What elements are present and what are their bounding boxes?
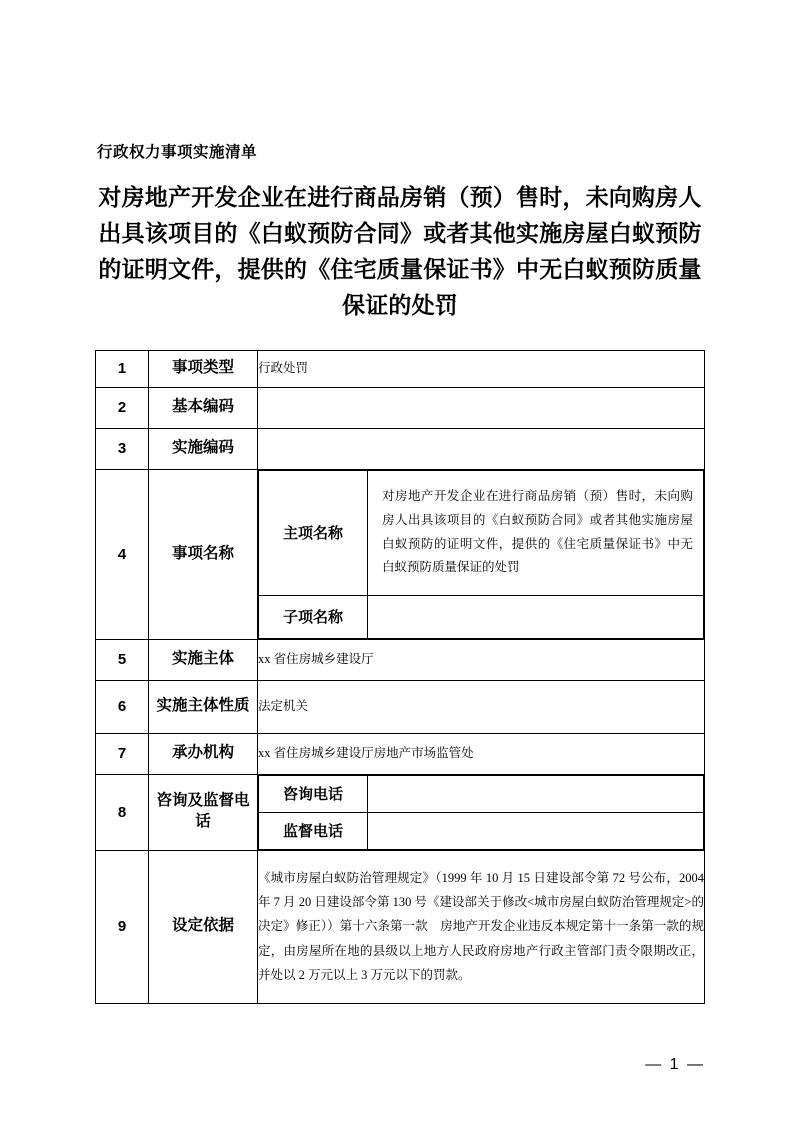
row-number: 2 xyxy=(96,387,149,428)
row-subtable-cell xyxy=(258,469,705,639)
row-value xyxy=(258,428,705,469)
row-value: 行政处罚 xyxy=(258,350,705,387)
row-number: 7 xyxy=(96,733,149,774)
row-number: 6 xyxy=(96,680,149,733)
row-number: 5 xyxy=(96,639,149,680)
row-value xyxy=(258,387,705,428)
subtable-row xyxy=(259,775,704,812)
sub-row-value: 对房地产开发企业在进行商品房销（预）售时，未向购房人出具该项目的《白蚁预防合同》或者其他实施房屋白蚁预防的证明文件，提供的《住宅质量保证书》中无白蚁预防质量保证的处罚 xyxy=(368,470,704,595)
document-header: 行政权力事项实施清单 xyxy=(97,144,258,161)
table-row xyxy=(96,850,705,1003)
sub-row-label: 子项名称 xyxy=(259,595,368,638)
row-label: 事项名称 xyxy=(149,469,258,639)
subtable-row xyxy=(259,470,704,595)
row-label: 实施主体性质 xyxy=(149,680,258,733)
table-row xyxy=(96,733,705,774)
table-row xyxy=(96,680,705,733)
row-number: 1 xyxy=(96,350,149,387)
row-label: 实施主体 xyxy=(149,639,258,680)
sub-row-value xyxy=(368,812,704,849)
table-row xyxy=(96,774,705,850)
row-label: 承办机构 xyxy=(149,733,258,774)
implementation-list-table xyxy=(95,350,705,1004)
table-row xyxy=(96,350,705,387)
row-value: 《城市房屋白蚁防治管理规定》（1999 年 10 月 15 日建设部令第 72 号公布，2004 年 7 月 20 日建设部令第 130 号《建设部关于修改<城市房屋白蚁防治管理规定>的决定》修正））第十六条第一款 房地产开发企业违反本规定第十一条第一款的规定，由房屋所在地的县级以上地方人民政府房地产行政主管部门责令限期改正，并处以 2 万元以上 3 万元以下的罚款。 xyxy=(258,850,705,1003)
row-number: 4 xyxy=(96,469,149,639)
row-label: 设定依据 xyxy=(149,850,258,1003)
item-name-subtable xyxy=(258,470,704,639)
table-row xyxy=(96,428,705,469)
row-number: 8 xyxy=(96,774,149,850)
row-value: xx 省住房城乡建设厅房地产市场监管处 xyxy=(258,733,705,774)
sub-row-label: 咨询电话 xyxy=(259,775,368,812)
row-label: 咨询及监督电话 xyxy=(149,774,258,850)
row-value: xx 省住房城乡建设厅 xyxy=(258,639,705,680)
sub-row-value xyxy=(368,775,704,812)
subtable-row xyxy=(259,595,704,638)
row-number: 3 xyxy=(96,428,149,469)
sub-row-label: 主项名称 xyxy=(259,470,368,595)
row-value: 法定机关 xyxy=(258,680,705,733)
row-number: 9 xyxy=(96,850,149,1003)
sub-row-value xyxy=(368,595,704,638)
table-row xyxy=(96,469,705,639)
sub-row-label: 监督电话 xyxy=(259,812,368,849)
row-label: 基本编码 xyxy=(149,387,258,428)
table-row xyxy=(96,639,705,680)
row-label: 实施编码 xyxy=(149,428,258,469)
phone-subtable xyxy=(258,775,704,850)
table-row xyxy=(96,387,705,428)
page-title: 对房地产开发企业在进行商品房销（预）售时，未向购房人出具该项目的《白蚁预防合同》或者其他实施房屋白蚁预防的证明文件，提供的《住宅质量保证书》中无白蚁预防质量保证的处罚 xyxy=(98,184,702,318)
page-number: — 1 — xyxy=(645,1056,705,1073)
row-label: 事项类型 xyxy=(149,350,258,387)
subtable-row xyxy=(259,812,704,849)
row-subtable-cell xyxy=(258,774,705,850)
